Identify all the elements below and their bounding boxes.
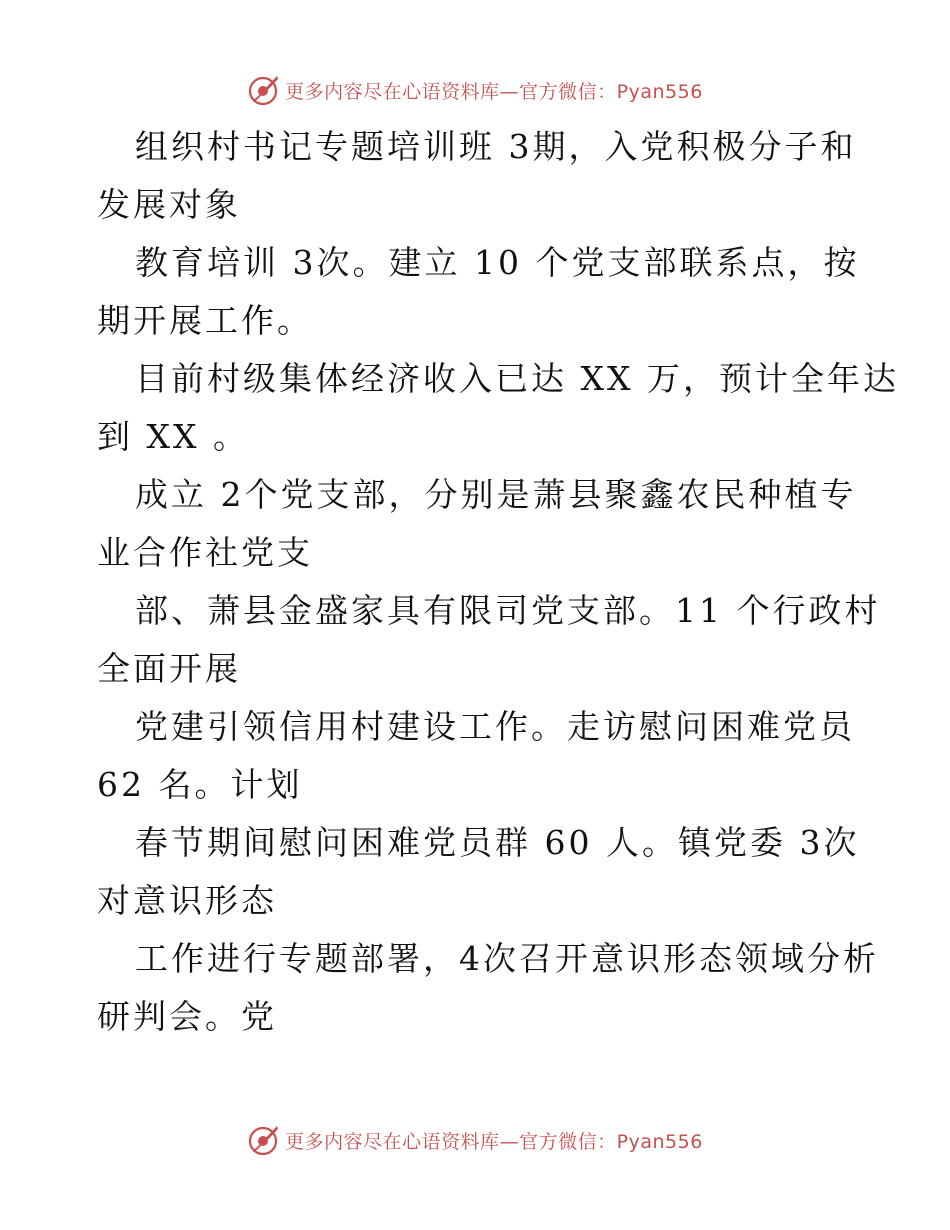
banner-text: 更多内容尽在心语资料库—官方微信：Pyan556 (285, 1130, 703, 1153)
text-line: 期开展工作。 (97, 301, 313, 340)
document-body (97, 118, 899, 1046)
text-line: 部、萧县金盛家具有限司党支部。11 个行政村 (135, 591, 881, 630)
text-line: 组织村书记专题培训班 3期，入党积极分子和 (135, 127, 857, 166)
text-line: 目前村级集体经济收入已达 XX 万，预计全年达 (135, 359, 899, 398)
text-line: 业合作社党支 (97, 533, 313, 572)
text-line: 党建引领信用村建设工作。走访慰问困难党员 (135, 707, 855, 746)
text-line: 对意识形态 (97, 881, 277, 920)
header-banner (0, 70, 950, 110)
text-line: 研判会。党 (97, 997, 277, 1036)
banner-text: 更多内容尽在心语资料库—官方微信：Pyan556 (285, 80, 703, 103)
text-line: 62 名。计划 (97, 765, 303, 804)
footer-banner (0, 1120, 950, 1160)
text-line: 发展对象 (97, 185, 241, 224)
text-line: 春节期间慰问困难党员群 60 人。镇党委 3次 (135, 823, 860, 862)
quill-circle-logo-icon (247, 1123, 281, 1157)
text-line: 到 XX 。 (97, 417, 249, 456)
text-line: 教育培训 3次。建立 10 个党支部联系点，按 (135, 243, 860, 282)
text-line: 全面开展 (97, 649, 241, 688)
text-line: 工作进行专题部署，4次召开意识形态领域分析 (135, 939, 879, 978)
text-line: 成立 2个党支部，分别是萧县聚鑫农民种植专 (135, 475, 857, 514)
quill-circle-logo-icon (247, 73, 281, 107)
